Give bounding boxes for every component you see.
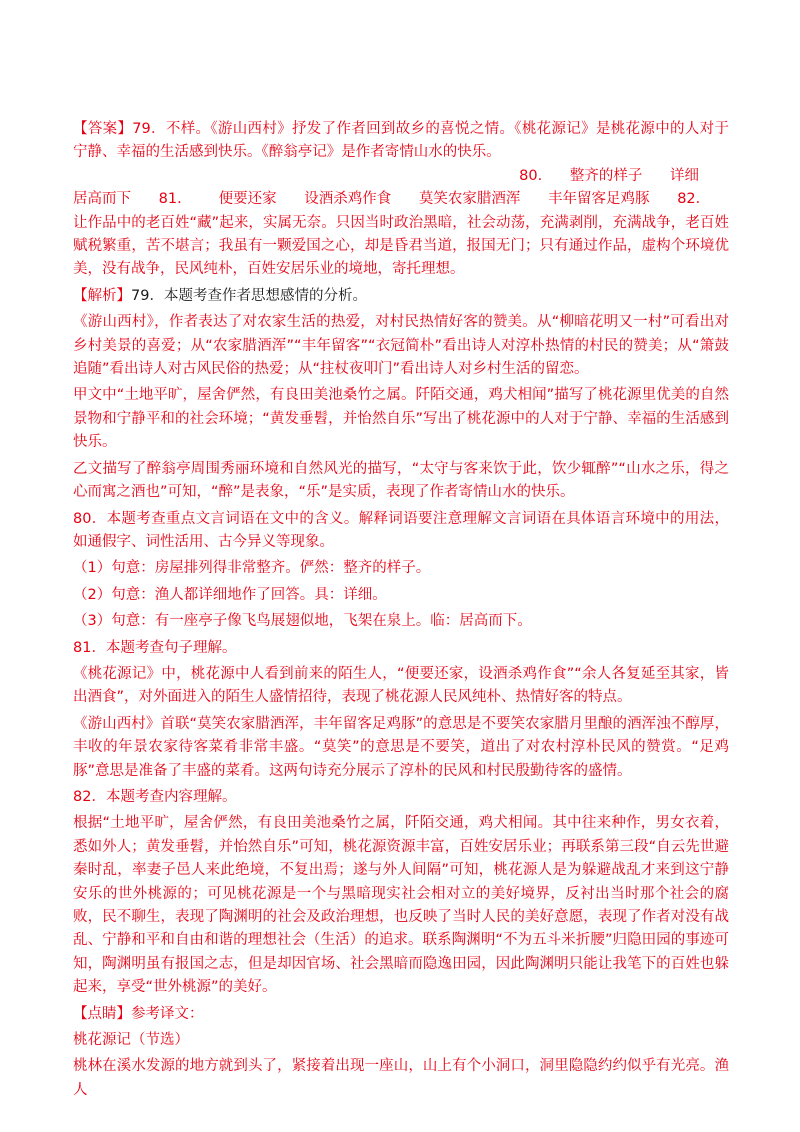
analysis-80-item-2: （2）句意：渔人都详细地作了回答。具：详细。 [73, 586, 387, 603]
analysis-80-item-1: （1）句意：房屋排列得非常整齐。俨然：整齐的样子。 [73, 560, 431, 577]
analysis-paragraph-4: 乙文描写了醉翁亭周围秀丽环境和自然风光的描写，“太守与客来饮于此，饮少辄醉”“山水之乐，得之心而寓之酒也”可知，“醉”是表象，“乐”是实质，表现了作者寄情山水的快乐。 [73, 460, 729, 501]
analysis-81-title: 81．本题考查句子理解。 [73, 639, 237, 656]
answer-line-3: 居高而下 81. 便要还家 设酒杀鸡作食 莫笑农家腊酒浑 丰年留客足鸡豚 82． [73, 191, 711, 208]
analysis-heading [73, 285, 729, 308]
analysis-paragraph-10: 《桃花源记》中，桃花源中人看到前来的陌生人，“便要还家，设酒杀鸡作食”“余人各复延至其家，皆出酒食”，对外面进入的陌生人盛情招待，表现了桃花源人民风纯朴、热情好客的特点。 [73, 665, 729, 706]
analysis-label: 【解析】 [73, 287, 131, 304]
answer-text-79: 79．不样。《游山西村》抒发了作者回到故乡的喜悦之情。《桃花源记》是桃花源中的人对于宁静、幸福的生活感到快乐。《醉翁亭记》是作者寄情山水的快乐。 [73, 121, 729, 161]
analysis-paragraph-3: 甲文中“土地平旷，屋舍俨然，有良田美池桑竹之属。阡陌交通，鸡犬相闻”描写了桃花源里优美的自然景物和宁静平和的社会环境；“黄发垂髫，并怡然自乐”写出了桃花源中的人对于宁静、幸福的生活感到快乐。 [73, 387, 729, 451]
analysis-80-title: 80．本题考查重点文言词语在文中的含义。解释词语要注意理解文言词语在具体语言环境中的用法，如通假字、词性活用、古今异义等现象。 [73, 510, 729, 550]
comment-heading [73, 1003, 729, 1026]
translation-body: 桃林在溪水发源的地方就到头了，紧接着出现一座山，山上有个小洞口，洞里隐隐约约似乎有光亮。渔人 [73, 1058, 729, 1098]
analysis-paragraph-11: 《游山西村》首联“莫笑农家腊酒浑，丰年留客足鸡豚”的意思是不要笑农家腊月里酿的酒浑浊不醇厚，丰收的年景农家待客菜肴非常丰盛。“莫笑”的意思是不要笑，道出了对农村淳朴民风的赞赏。“足鸡豚”意思是准备了丰盛的菜肴。这两句诗充分展示了淳朴的民风和村民殷勤待客的盛情。 [73, 715, 729, 779]
answer-text-82: 让作品中的老百姓“藏”起来，实属无奈。只因当时政治黑暗，社会动荡，充满剥削，充满战争，老百姓赋税繁重，苦不堪言；我虽有一颗爱国之心，却是昏君当道，报国无门；只有通过作品，虚构个环境优美，没有战争，民风纯朴，百姓安居乐业的境地，寄托理想。 [73, 214, 729, 278]
analysis-82-title: 82．本题考查内容理解。 [73, 788, 237, 805]
answer-line-1 [73, 118, 729, 165]
translation-title: 桃花源记（节选） [73, 1032, 189, 1049]
comment-text: 参考译文： [131, 1005, 204, 1022]
comment-label: 【点睛】 [73, 1005, 131, 1022]
answer-label: 【答案】 [73, 121, 133, 137]
analysis-paragraph-13: 根据“土地平旷，屋舍俨然，有良田美池桑竹之属，阡陌交通，鸡犬相闻。其中往来种作，男女衣着，悉如外人；黄发垂髫，并怡然自乐”可知，桃花源资源丰富，百姓安居乐业；再联系第三段“自云先世避秦时乱，率妻子邑人来此绝境，不复出焉；遂与外人间隔”可知，桃花源人是为躲避战乱才来到这宁静安乐的世外桃源的；可见桃花源是一个与黑暗现实社会相对立的美好境界，反衬出当时那个社会的腐败，民不聊生，表现了陶渊明的社会及政治理想，也反映了当时人民的美好意愿，表现了作者对没有战乱、宁静和平和自由和谐的理想社会（生活）的追求。联系陶渊明“不为五斗米折腰”归隐田园的事迹可知，陶渊明虽有报国之志，但是却因官场、社会黑暗而隐逸田园，因此陶渊明只能让我笔下的百姓也躲起来，享受“世外桃源”的美好。 [73, 815, 729, 996]
document-page [73, 118, 729, 1102]
analysis-paragraph-2: 《游山西村》，作者表达了对农家生活的热爱，对村民热情好客的赞美。从“柳暗花明又一村”可看出对乡村美景的喜爱；从“农家腊酒浑”“丰年留客”“衣冠简朴”看出诗人对淳朴热情的村民的赞美；从“箫鼓追随”看出诗人对古风民俗的热爱；从“拄杖夜叩门”看出诗人对乡村生活的留恋。 [73, 314, 729, 378]
analysis-80-item-3: （3）句意：有一座亭子像飞鸟展翅似地，飞架在泉上。临：居高而下。 [73, 613, 532, 630]
analysis-79-title: 79．本题考查作者思想感情的分析。 [131, 287, 367, 304]
answer-line-2: 80. 整齐的样子 详细 [519, 167, 699, 184]
